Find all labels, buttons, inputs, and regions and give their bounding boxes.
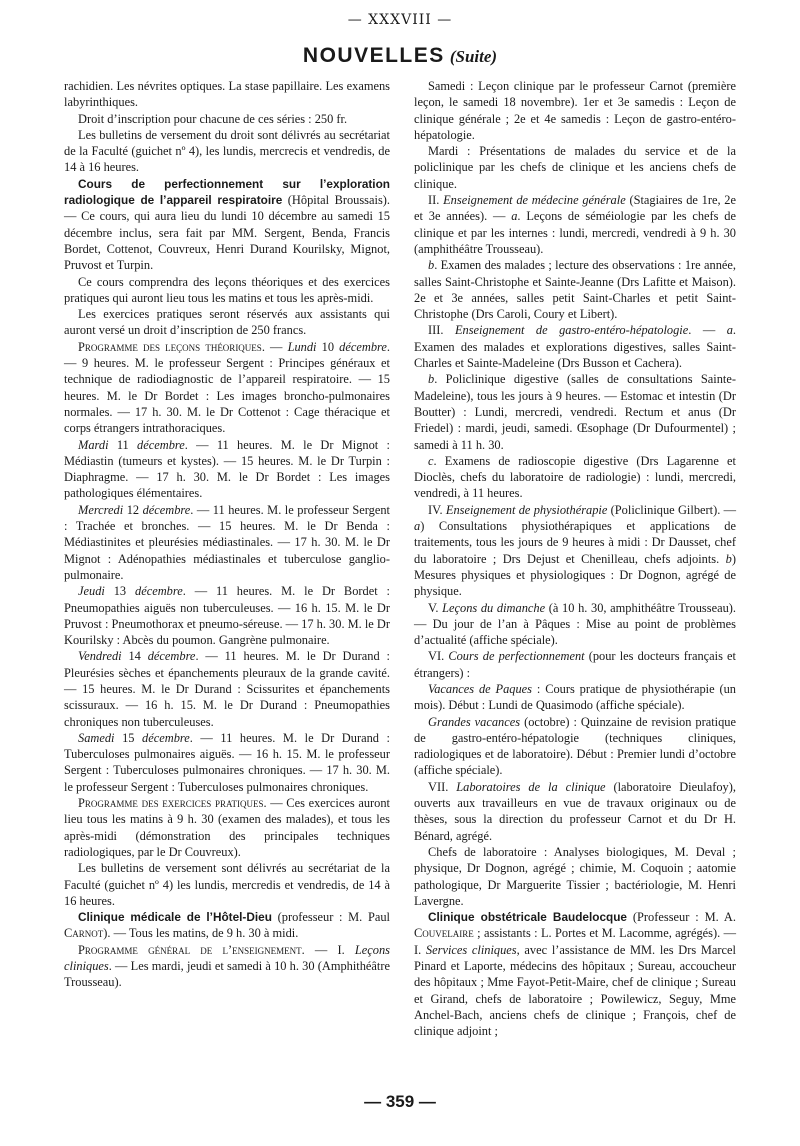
text-run: . — 11 heures. M. le Dr Durand : Pleurésies sèches et épanchements pleuraux de la grande cavité. — 15 heures. M. le Dr Durand : Scissurites et épanchements scissuraux. — 16 h. 15. M. le Dr Durand : Pneumopathies chroniques non tuberculeuses.	[64, 649, 390, 729]
text-run: Mardi : Présentations de malades du service et de la policlinique par les chefs de clinique et les anciens chefs de clinique.	[414, 144, 736, 191]
paragraph	[414, 322, 736, 371]
text-run: (pour les docteurs français et étrangers) :	[414, 649, 736, 680]
text-run: ; assistants : L. Portes et M. Lacomme, agrégés). — I.	[414, 926, 736, 957]
text-run: VI.	[428, 649, 449, 664]
text-run: 11	[108, 437, 138, 452]
text-run: . Examen des malades ; lecture des observations : 1re année, salles Saint-Christophe et Sainte-Jeanne (Drs Lafitte et Maison). 2e et 3e années, salles petit Saint-Charles et petit Saint-Christophe (Drs Caroli, Coury et Libert).	[414, 258, 736, 322]
paragraph	[64, 111, 390, 127]
heading-run: Clinique médicale de l’Hôtel-Dieu	[78, 910, 272, 925]
right-column	[414, 78, 736, 1040]
text-run: b	[725, 551, 732, 566]
text-run: . — 11 heures. M. le Dr Durand : Tuberculoses pulmonaires aiguës. — 16 h. 15. M. le professeur Sergent : Tuberculoses pulmonaires chroniques. — 17 h. 30. M. le professeur Sergent : Tuberculoses pulmonaires chroniques.	[64, 730, 390, 794]
paragraph	[64, 730, 390, 795]
text-run: Enseignement de médecine générale	[443, 193, 626, 208]
text-run: . — 9 heures. M. le professeur Sergent : Principes généraux et technique de radiodiagnostic de l’appareil respiratoire. — 15 heures. M. le Dr Bordet : Les images broncho-pulmonaires normales. — 17 h. 30. M. le Dr Cottenot : Cage théracique et corps étrangers intrathoraciques.	[64, 339, 390, 436]
text-run: Les bulletins de versement sont délivrés au secrétariat de la Faculté (guichet nº 4) les lundis, mercredis et vendredis, de 14 à 16 heures.	[64, 861, 390, 908]
text-run: ) Mesures physiques et physiologiques : Dr Dognon, agrégé de physique.	[414, 551, 736, 599]
text-run: décembre	[142, 730, 190, 745]
text-run: IV.	[428, 502, 446, 517]
paragraph	[414, 453, 736, 502]
paragraph	[64, 583, 390, 648]
text-run: . —	[261, 339, 288, 354]
text-run: V.	[428, 600, 443, 615]
text-run: . — Ces exercices auront lieu tous les matins à 9 h. 30 (examen des malades), et tous les après-midi (démonstration des principales techniques radiologiques, par le Dr Couvreux).	[64, 796, 390, 859]
text-run: Mardi	[78, 437, 109, 452]
paragraph	[64, 942, 390, 991]
paragraph	[414, 779, 736, 844]
paragraph	[414, 143, 736, 192]
text-run: . Policlinique digestive (salles de consultations Sainte-Madeleine), tous les jours à 9 heures. — Estomac et intestin (Dr Boutter) : Lundi, mercredi, vendredi. Rectum et anus (Dr Friedel) : mardi, jeudi, samedi. Œsophage (Dr Dufourmentel) ; samedi à 11 h. 30.	[414, 372, 736, 452]
text-run: Enseignement de gastro-entéro-hépatologie	[454, 323, 689, 338]
paragraph	[64, 274, 390, 307]
text-run: Laboratoires de la clinique	[456, 779, 606, 794]
paragraph	[414, 192, 736, 257]
text-run: Les exercices pratiques seront réservés aux assistants qui auront versé un droit d’inscription de 250 francs.	[64, 307, 390, 338]
text-run: décembre	[339, 339, 387, 354]
text-run: . — 11 heures. M. le Dr Mignot : Médiastin (tumeurs et kystes). — 15 heures. M. le Dr Turpin : Diaphragme. — 17 h. 30. M. le Dr Bordet : Les images pathologiques élémentaires.	[64, 437, 390, 501]
text-run: Droit d’inscription pour chacune de ces séries : 250 fr.	[78, 111, 348, 126]
text-run: Ce cours comprendra des leçons théoriques et des exercices pratiques qui auront lieu tous les matins et tous les après-midi.	[64, 274, 390, 305]
paragraph	[414, 371, 736, 452]
text-run: (Policlinique Gilbert). —	[607, 502, 737, 517]
text-run: . Examens de radioscopie digestive (Drs Lagarenne et Dioclès, chefs du laboratoire de radiologie) : lundi, mercredi, vendredi, à 11 heures.	[414, 453, 736, 501]
text-run: Services cliniques	[425, 942, 517, 957]
text-run: 12	[123, 502, 143, 517]
text-run: Mercredi	[78, 502, 124, 517]
paragraph	[64, 795, 390, 860]
text-run: 10	[316, 339, 340, 354]
text-run: décembre	[147, 649, 196, 664]
text-run: b	[428, 372, 435, 387]
text-run: rachidien. Les névrites optiques. La stase papillaire. Les examens labyrinthiques.	[64, 79, 390, 110]
paragraph	[64, 860, 390, 909]
text-run: . — I.	[301, 942, 355, 957]
paragraph	[64, 339, 390, 437]
paragraph	[414, 257, 736, 322]
text-run: a	[511, 209, 518, 224]
paragraph	[64, 78, 390, 111]
paragraph	[414, 648, 736, 681]
text-run: a	[414, 519, 421, 534]
text-run: (Professeur : M. A.	[627, 910, 736, 925]
text-run: Leçons cliniques	[64, 942, 390, 974]
paragraph	[414, 714, 736, 779]
text-run: 13	[104, 584, 136, 599]
text-run: VII.	[428, 779, 457, 794]
text-run: Enseignement de physiothérapie	[445, 502, 608, 517]
text-run: (professeur : M. Paul	[271, 910, 390, 925]
text-run: (laboratoire Dieulafoy), ouverts aux travailleurs en vue de travaux originaux ou de thèses, sous la direction du professeur Carnot et du Dr H. Bénard, agrégé.	[414, 779, 736, 843]
text-run: : Cours pratique de physiothérapie (un mois). Début : Lundi de Quasimodo (affiche spéciale).	[414, 681, 737, 713]
text-run: Lundi	[287, 339, 317, 354]
text-run: Vendredi	[78, 649, 122, 664]
text-run: . Leçons de séméiologie par les chefs de clinique et par les internes : lundi, mercredi, vendredi à 9 h. 30 (amphithéâtre Trousseau).	[414, 209, 736, 256]
paragraph	[414, 681, 736, 714]
paragraph	[64, 176, 390, 274]
text-run: 15	[114, 730, 143, 745]
text-run: (à 10 h. 30, amphithéâtre Trousseau). — Du jour de l’an à Pâques : Mise au point de problèmes d’actualité (affiche spéciale).	[414, 600, 736, 648]
text-run: Programme des leçons théoriques	[78, 339, 262, 354]
paragraph	[64, 306, 390, 339]
page-number: — 359 —	[364, 1092, 436, 1111]
text-run: (octobre) : Quinzaine de revision pratique de gastro-entéro-hépatologie (techniques cliniques, radiologiques et de laboratoire). Début : Premier lundi d’octobre (affiche spéciale).	[414, 714, 736, 778]
text-run: . Examen des malades et explorations digestives, salles Saint-Charles et Sainte-Madeleine (Drs Busson et Cachera).	[414, 323, 736, 371]
text-run: ). — Tous les matins, de 9 h. 30 à midi.	[103, 926, 299, 941]
text-run: II.	[428, 193, 444, 208]
text-run: décembre	[135, 584, 183, 599]
text-run: décembre	[142, 502, 191, 517]
text-run: . —	[688, 323, 727, 338]
text-run: . — Les mardi, jeudi et samedi à 10 h. 30 (Amphithéâtre Trousseau).	[64, 959, 390, 990]
paragraph	[414, 600, 736, 649]
left-column	[64, 78, 390, 991]
text-run: Grandes vacances	[428, 714, 521, 729]
text-run: a	[726, 323, 733, 338]
section-title	[0, 44, 800, 68]
text-run: b	[428, 258, 435, 273]
text-run: Cours de perfectionnement	[448, 649, 585, 664]
text-run: Les bulletins de versement du droit sont délivrés au secrétariat de la Faculté (guichet nº 4), les lundis, mercrecis et vendredis, de 14 à 16 heures.	[64, 127, 390, 175]
text-run: Leçons du dimanche	[442, 600, 546, 615]
text-run: (Stagiaires de 1re, 2e et 3e années). —	[414, 193, 737, 224]
paragraph	[414, 844, 736, 909]
text-run: 14	[121, 649, 148, 664]
text-run: III.	[428, 323, 455, 338]
paragraph	[64, 127, 390, 176]
running-header: — XXXVIII —	[347, 12, 453, 28]
text-run: (Hôpital Broussais). — Ce cours, qui aura lieu du lundi 10 décembre au samedi 15 décembre inclus, sera fait par MM. Sergent, Benda, Francis Bordet, Cottenot, Couvreux, Henri Durand Kourilsky, Mignot, Pruvost et Turpin.	[64, 193, 390, 273]
paragraph	[64, 648, 390, 729]
paragraph	[414, 909, 736, 1039]
text-run: Samedi : Leçon clinique par le professeur Carnot (première leçon, le samedi 18 novembre). 1er et 3e samedis : Leçon de clinique générale ; 2e et 4e samedis : Leçon de gastro-entéro-hépatologie.	[414, 79, 736, 142]
text-run: Couvelaire	[414, 926, 474, 941]
text-run: . — 11 heures. M. le Dr Bordet : Pneumopathies aiguës non tuberculeuses. — 16 h. 15. M. le Dr Pruvost : Pneumothorax et pneumo-séreuse. — 17 h. 30. M. le Dr Kourilsky : Abcès du poumon. Gangrène pulmonaire.	[64, 584, 390, 648]
text-run: ) Consultations physiothérapiques et applications de traitements, tous les jours de 9 heures à midi : Dr Dausset, chef du laboratoire ; Drs Dejust et Chenilleau, chefs adjoints.	[414, 519, 736, 566]
text-run: c	[428, 453, 434, 468]
section-title-main: NOUVELLES	[302, 44, 445, 67]
paragraph	[64, 502, 390, 583]
text-run: , avec l’assistance de MM. les Drs Marcel Pinard et Laporte, médecins des hôpitaux ; Sureau, accoucheur des hôpitaux ; Mme Fayot-Petit-Maire, chef de clinique ; Sureau et Girand, chefs de laboratoire ; Powilewicz, Seguy, Mme Anchel-Bach, anciens chefs de clinique ; François, chef de clinique adjoint ;	[414, 942, 736, 1039]
paragraph	[64, 437, 390, 502]
paragraph	[64, 909, 390, 942]
section-title-sub: (Suite)	[449, 47, 498, 66]
text-run: Chefs de laboratoire : Analyses biologiques, M. Deval ; physique, Dr Dognon, agrégé ; chimie, M. Coquoin ; aatomie pathologique, Dr Marguerite Tissier ; bactériologie, M. Henri Lavergne.	[414, 844, 736, 908]
paragraph	[414, 78, 736, 143]
heading-run: Clinique obstétricale Baudelocque	[428, 910, 627, 925]
text-run: . — 11 heures. M. le professeur Sergent : Trachée et bronches. — 15 heures. M. le Dr Benda : Médiastinites et pleurésies médiastinales. — 17 h. 30. M. le Dr Mignot : Adénopathies médiastinales et tuberculose ganglio-pulmonaire.	[64, 502, 390, 582]
text-run: décembre	[137, 437, 185, 452]
text-run: Jeudi	[78, 584, 105, 599]
paragraph	[414, 502, 736, 600]
heading-run: Cours de perfectionnement sur l’exploration radiologique de l’appareil respiratoire	[64, 176, 390, 208]
text-run: Vacances de Paques	[428, 681, 533, 696]
text-run: Programme des exercices pratiques	[78, 796, 264, 811]
text-run: Carnot	[64, 926, 104, 941]
text-run: Programme général de l’enseignement	[78, 942, 302, 957]
text-run: Samedi	[78, 730, 115, 745]
